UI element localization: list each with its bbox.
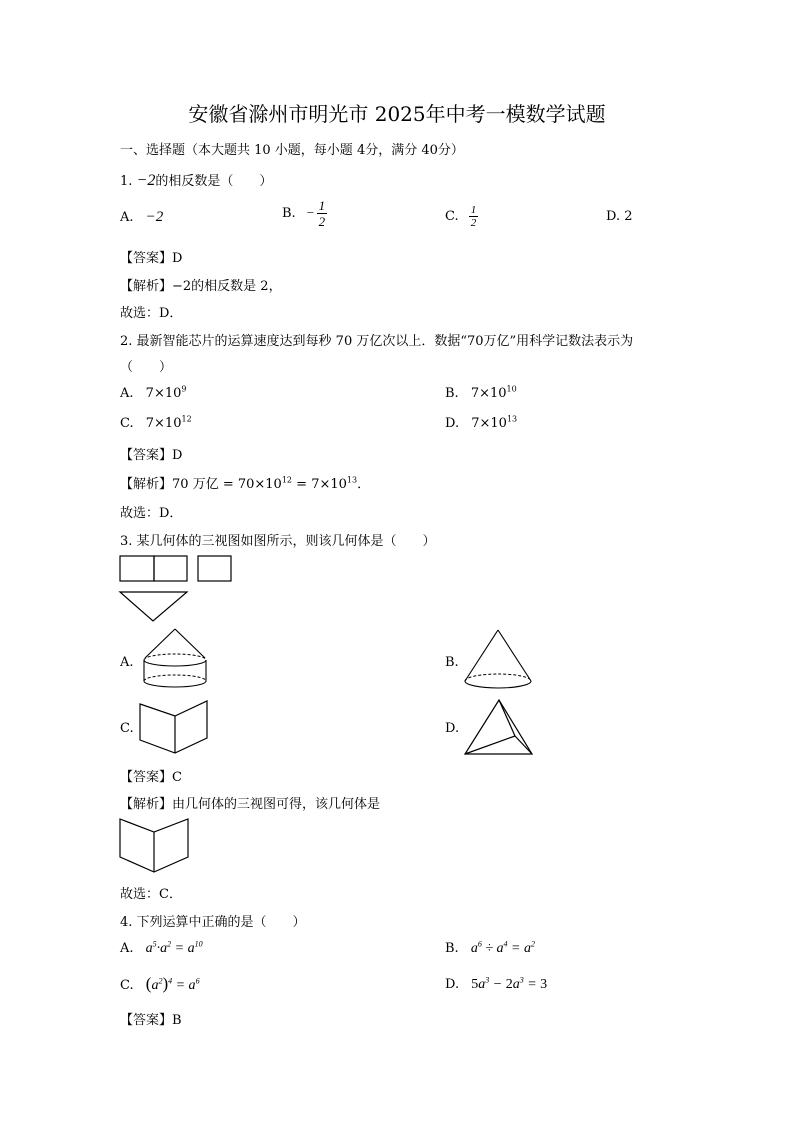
option-value: 7×10 [471, 416, 507, 431]
option-label: D. [606, 209, 621, 224]
top-view [120, 592, 187, 621]
q3-option-d-label[interactable]: D. [445, 721, 460, 736]
option-value: 7×10 [470, 386, 507, 401]
q3-analysis: 【解析】由几何体的三视图可得，该几何体是 [120, 797, 381, 812]
option-label: B. [445, 941, 459, 956]
option-label: C. [120, 416, 134, 431]
exponent: 9 [181, 384, 187, 394]
q3-option-b-figure [463, 628, 533, 692]
option-label: B. [282, 206, 296, 221]
fraction-denominator: 2 [470, 217, 477, 229]
end-mark: ． [357, 477, 371, 492]
q4-option-d[interactable] [445, 977, 547, 993]
front-view-right [154, 556, 187, 581]
q3-option-b-label[interactable]: B. [445, 655, 459, 670]
q1-answer: 【答案】D [120, 251, 183, 266]
exponent: 13 [346, 475, 358, 485]
q2-option-c[interactable] [120, 416, 192, 431]
option-label: D. [445, 416, 460, 431]
side-view [198, 556, 231, 581]
option-formula: $a^5\cdot a^2 = a^{10}$ [145, 939, 203, 956]
option-formula: $(a^2)^4 = a^6$ [145, 974, 200, 993]
exponent: 12 [181, 414, 192, 424]
q1-analysis: 【解析】−2的相反数是 2， [120, 279, 282, 294]
q4-option-a[interactable] [120, 941, 203, 957]
option-label: A. [120, 210, 134, 225]
option-label: A. [120, 941, 134, 956]
fraction [469, 204, 479, 229]
option-value: 2 [624, 209, 633, 224]
exponent: 12 [281, 475, 293, 485]
three-views-figure [119, 555, 234, 625]
option-label: C. [445, 209, 459, 224]
q3-solution-figure [119, 817, 191, 874]
analysis-text: 【解析】70 万亿 [120, 477, 219, 492]
q3-option-c-label[interactable]: C. [120, 721, 134, 736]
option-value: 7×10 [145, 416, 182, 431]
fraction-numerator: 1 [318, 198, 326, 213]
option-value: −2 [145, 209, 164, 225]
q1-option-a[interactable] [120, 209, 163, 226]
exponent: 13 [506, 414, 518, 424]
option-formula: $a^6 \div a^4 = a^2$ [470, 939, 535, 956]
q1-option-c[interactable] [445, 204, 478, 229]
fraction [317, 198, 328, 229]
q3-option-a-figure [140, 628, 210, 692]
stem-math: −2 [136, 172, 156, 189]
section-header: 一、选择题（本大题共 10 小题，每小题 4分，满分 40分） [120, 143, 464, 158]
q3-option-c-figure [139, 699, 209, 756]
question-2-stem: 2. 最新智能芯片的运算速度达到每秒 70 万亿次以上．数据“70万亿”用科学记数法表示为 [120, 334, 634, 349]
exponent: 10 [506, 384, 517, 394]
option-label: C. [120, 978, 134, 993]
front-view-left [120, 556, 154, 581]
q4-option-c[interactable] [120, 974, 200, 994]
question-number: 1. [120, 174, 133, 189]
option-value: 7×10 [145, 386, 182, 401]
q1-option-b[interactable] [282, 198, 327, 229]
option-label: D. [445, 977, 460, 992]
question-2-stem-cont: （ ） [120, 360, 173, 375]
q2-option-b[interactable] [445, 386, 517, 401]
q1-conclusion: 故选：D． [120, 306, 183, 321]
option-sign: − [305, 205, 315, 220]
question-1-stem [120, 170, 272, 190]
fraction-numerator: 1 [470, 204, 477, 216]
question-4-stem: 4. 下列运算中正确的是（ ） [120, 915, 306, 930]
q2-analysis [120, 473, 370, 492]
q3-option-a-label[interactable]: A. [120, 655, 134, 670]
document-title: 安徽省滁州市明光市 2025年中考一模数学试题 [188, 102, 606, 126]
question-3-stem: 3. 某几何体的三视图如图所示，则该几何体是（ ） [120, 534, 436, 549]
option-label: A. [120, 386, 134, 401]
equation-part: = 7×10 [296, 477, 347, 492]
equation-part: = 70×10 [222, 477, 282, 492]
q3-conclusion: 故选：C． [120, 887, 182, 902]
q1-option-d[interactable] [606, 209, 633, 224]
q3-answer: 【答案】C [120, 770, 182, 785]
q2-answer: 【答案】D [120, 448, 183, 463]
fraction-denominator: 2 [318, 214, 326, 229]
option-formula: $5a^3 - 2a^3 = 3$ [471, 975, 548, 992]
q2-option-a[interactable] [120, 386, 186, 401]
q3-option-d-figure [463, 698, 535, 758]
stem-text: 的相反数是（ ） [155, 174, 273, 189]
q2-option-d[interactable] [445, 416, 517, 431]
option-label: B. [445, 386, 459, 401]
q4-answer: 【答案】B [120, 1013, 182, 1028]
q4-option-b[interactable] [445, 941, 535, 957]
q2-conclusion: 故选：D． [120, 506, 183, 521]
